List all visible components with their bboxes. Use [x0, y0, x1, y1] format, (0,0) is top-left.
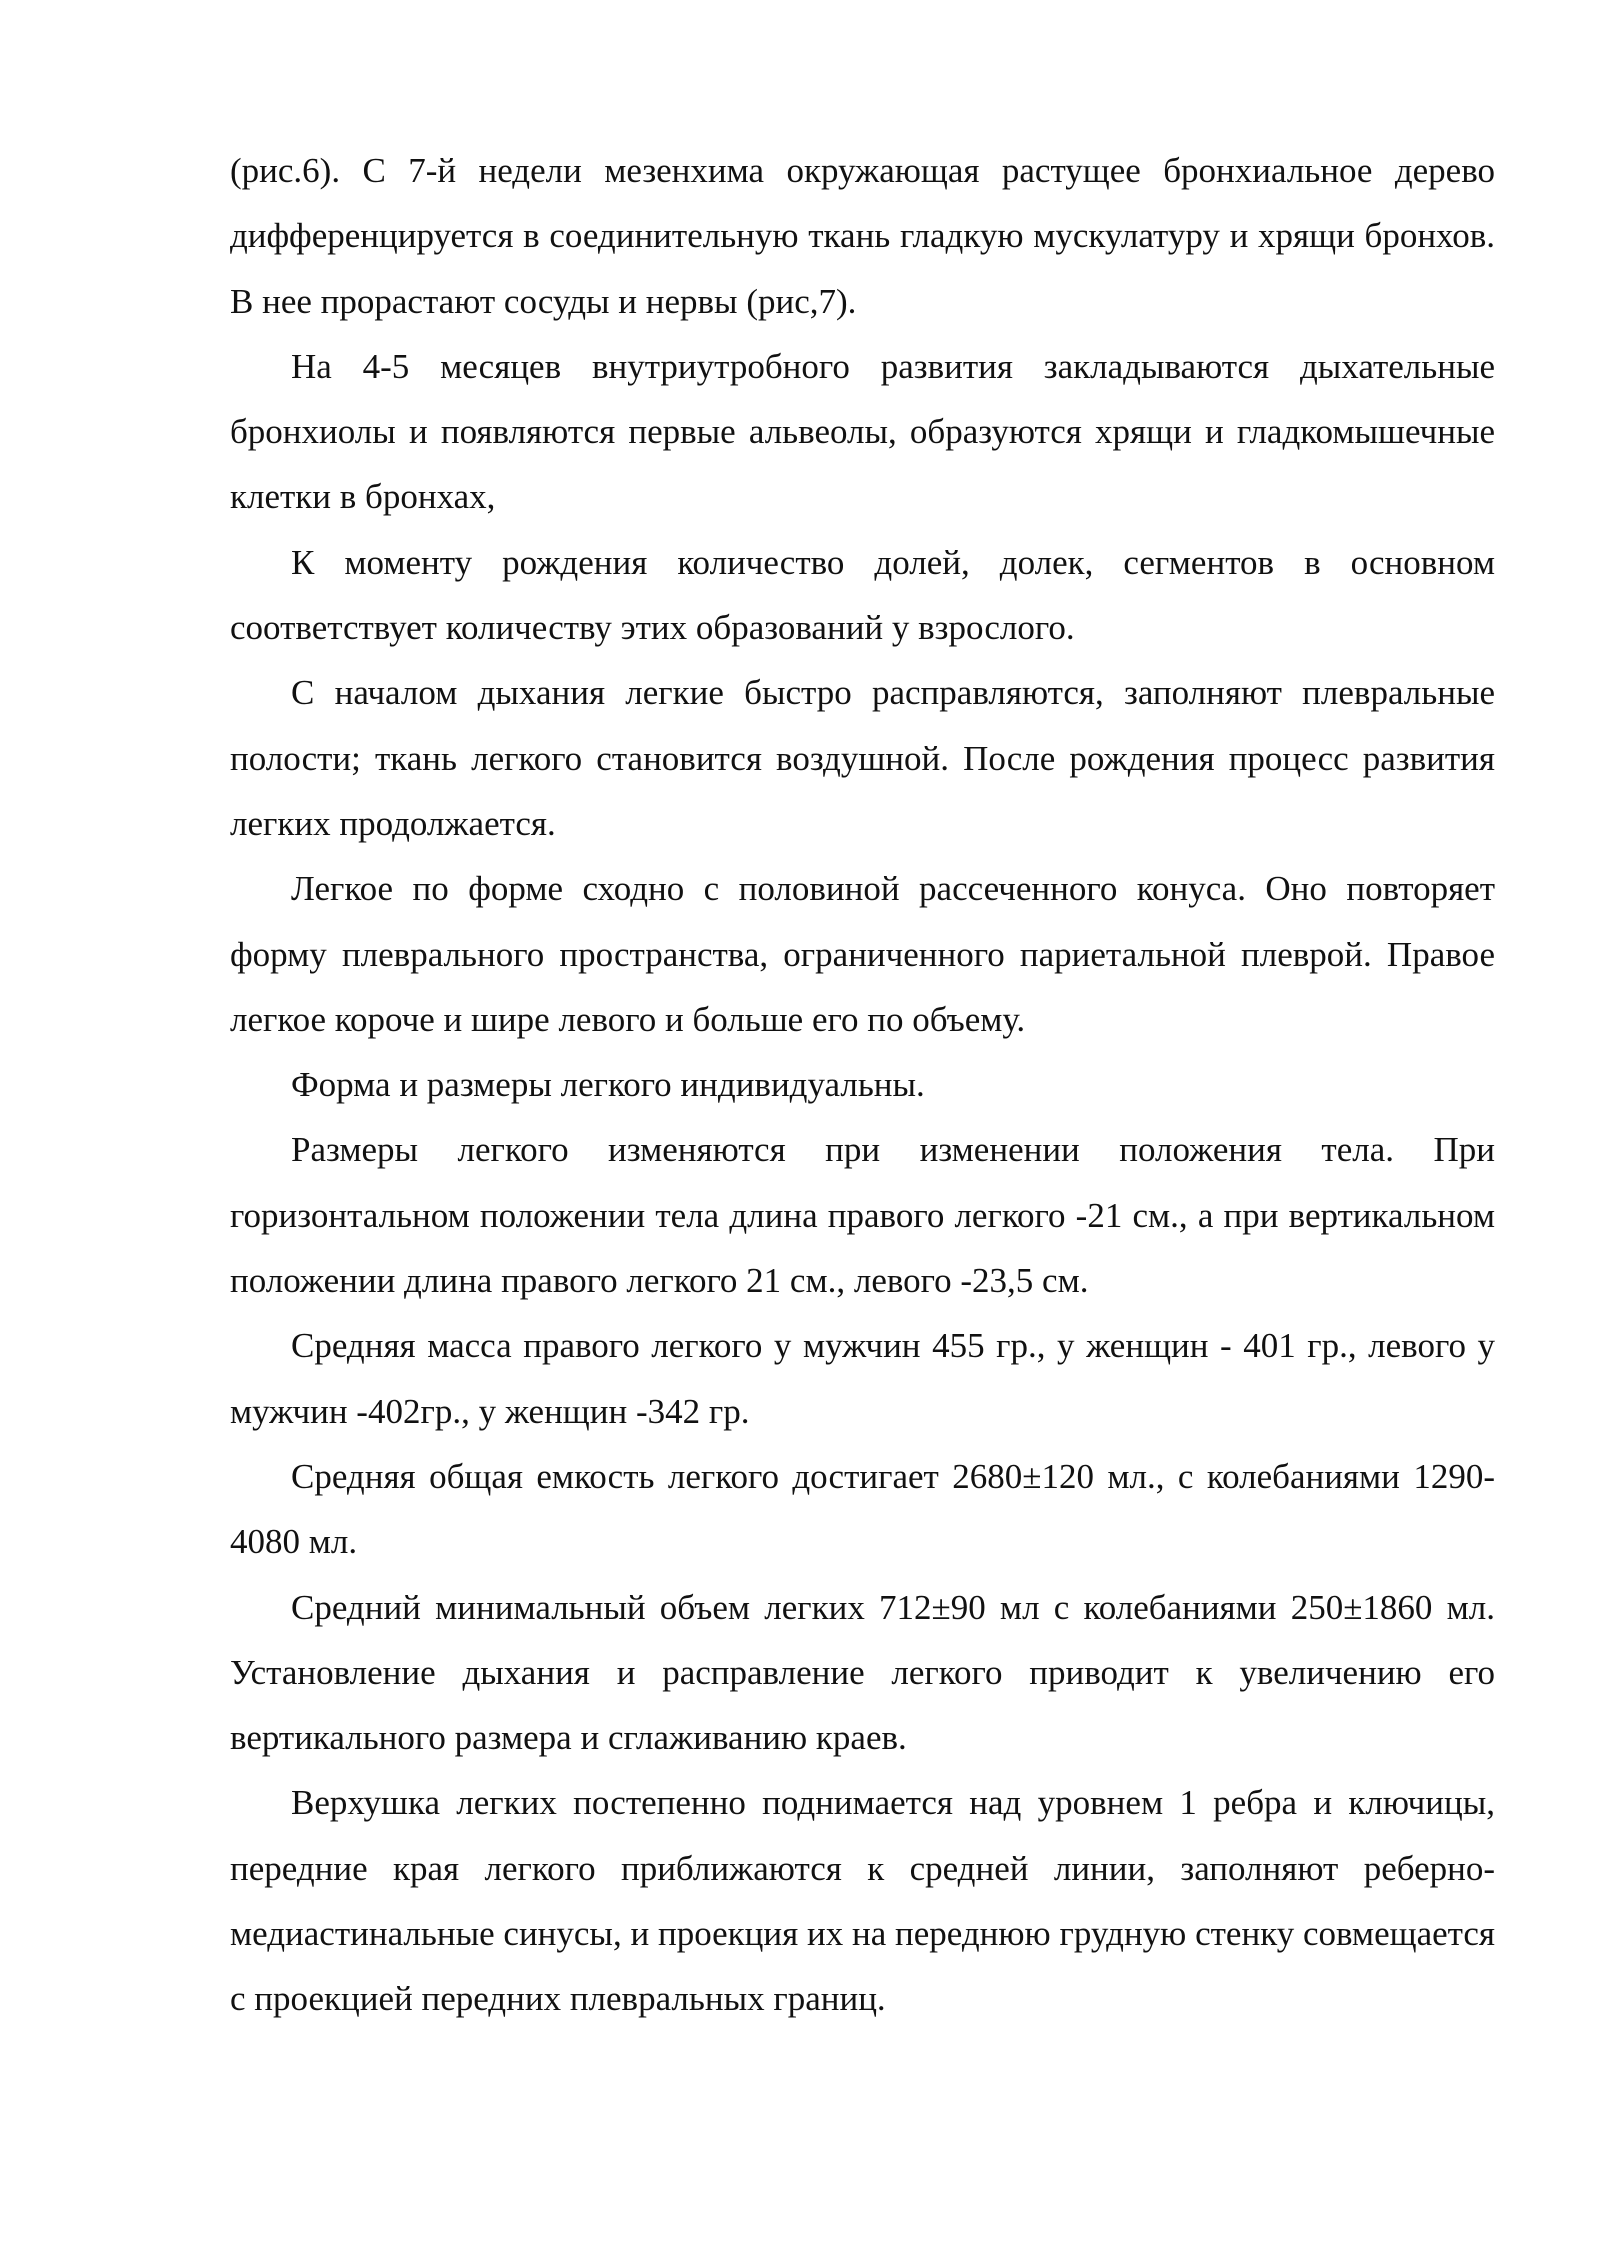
paragraph-continuation: (рис.6). С 7-й недели мезенхима окружающая растущее бронхиальное дерево дифференцируется в соединительную ткань гладкую мускулатуру и хрящи бронхов. В нее прорастают сосуды и нервы (рис,7). — [230, 151, 1495, 321]
paragraph-bronchioles: На 4-5 месяцев внутриутробного развития закладываются дыхательные бронхиолы и появляются первые альвеолы, образуются хрящи и гладкомышечные клетки в бронхах, — [230, 346, 1495, 517]
paragraph-breathing-start: С началом дыхания легкие быстро расправляются, заполняют плевральные полости; ткань легкого становится воздушной. После рождения процесс развития легких продолжается. — [230, 673, 1495, 843]
document-page — [230, 138, 1495, 2032]
paragraph-individual-size: Форма и размеры легкого индивидуальны. — [291, 1065, 925, 1105]
paragraph-lung-shape: Легкое по форме сходно с половиной рассеченного конуса. Оно повторяет форму плеврального пространства, ограниченного париетальной плеврой. Правое легкое короче и шире левого и больше его по объему. — [230, 869, 1495, 1039]
paragraph-apex: Верхушка легких постепенно поднимается над уровнем 1 ребра и ключицы, передние края легкого приближаются к средней линии, заполняют реберно-медиастинальные синусы, и проекция их на переднюю грудную стенку совмещается с проекцией передних плевральных границ. — [230, 1783, 1495, 2019]
paragraph-total-capacity: Средняя общая емкость легкого достигает 2680±120 мл., с колебаниями 1290-4080 мл. — [230, 1456, 1495, 1562]
paragraph-mass: Средняя масса правого легкого у мужчин 455 гр., у женщин - 401 гр., левого у мужчин -402гр., у женщин -342 гр. — [230, 1326, 1495, 1431]
paragraph-size-position: Размеры легкого изменяются при изменении положения тела. При горизонтальном положении тела длина правого легкого -21 см., а при вертикальном положении длина правого легкого 21 см., левого -23,5 см. — [230, 1130, 1495, 1301]
paragraph-birth-lobes: К моменту рождения количество долей, долек, сегментов в основном соответствует количеству этих образований у взрослого. — [230, 542, 1495, 648]
paragraph-minimal-volume: Средний минимальный объем легких 712±90 мл с колебаниями 250±1860 мл. Установление дыхания и расправление легкого приводит к увеличению его вертикального размера и сглаживанию краев. — [230, 1587, 1495, 1758]
